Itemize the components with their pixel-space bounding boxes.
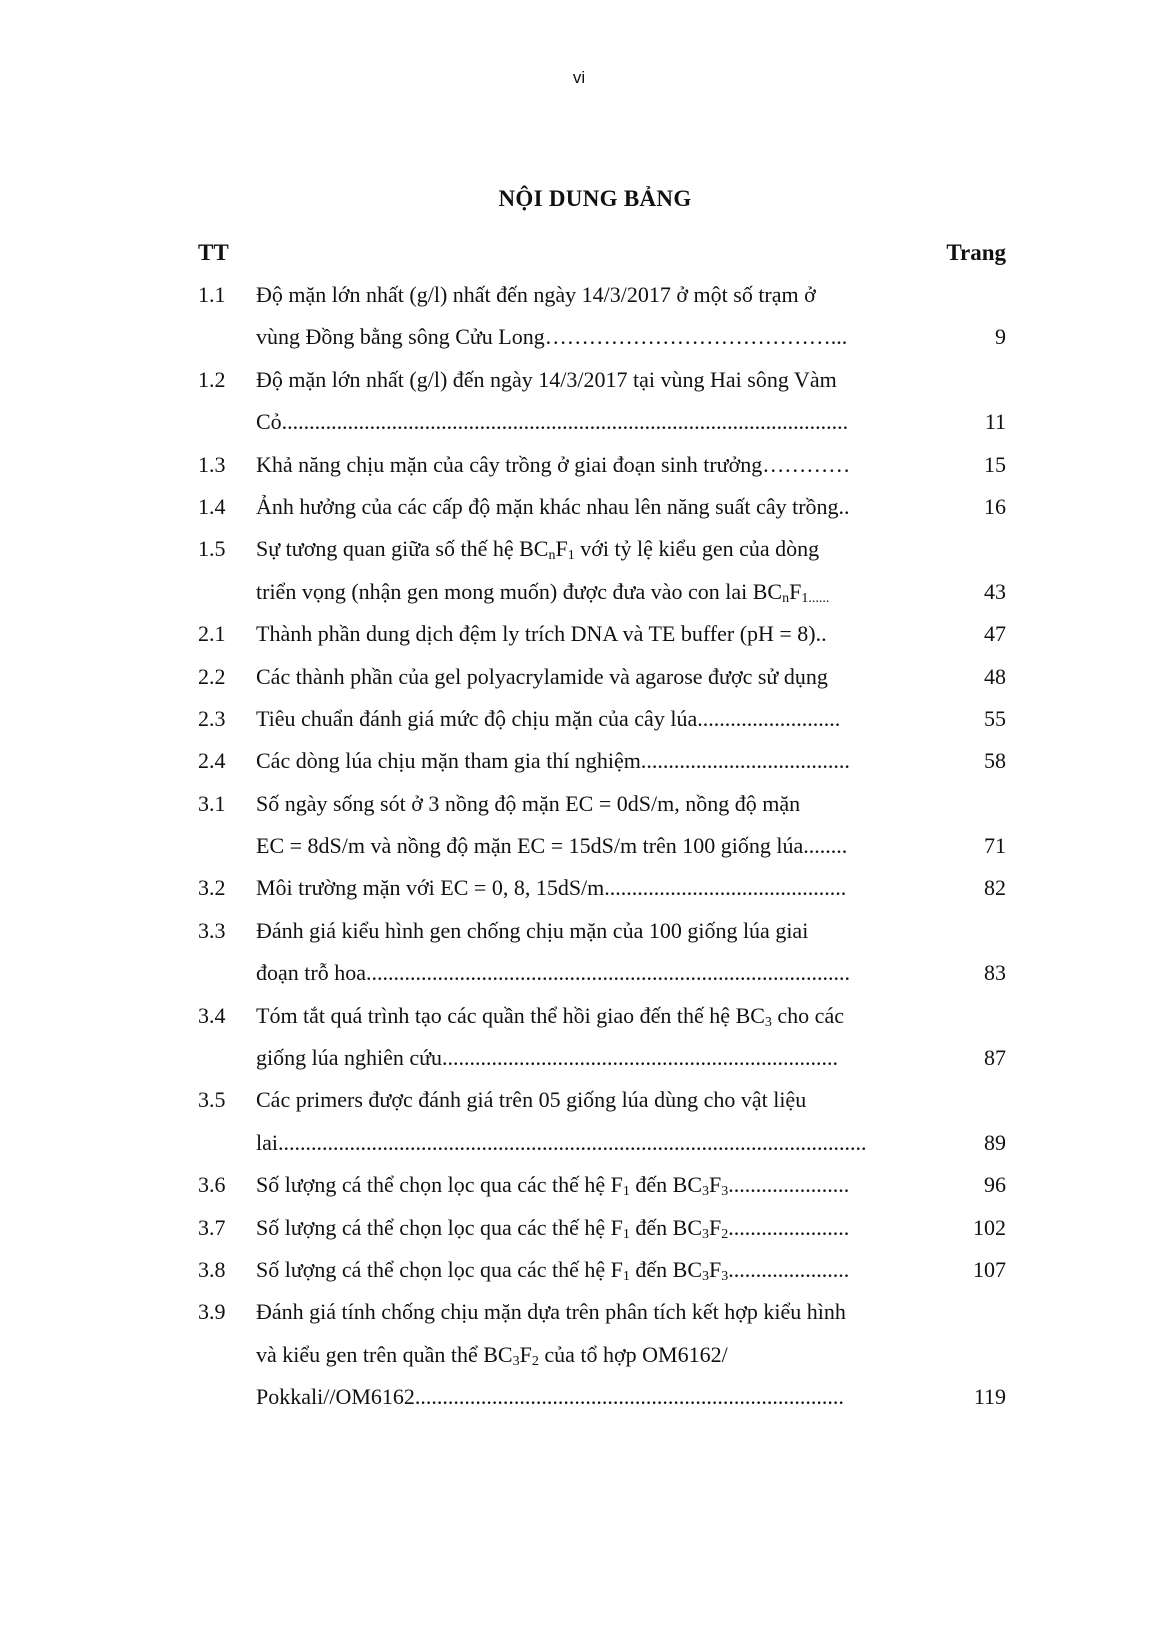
toc-entry bbox=[0, 1079, 1158, 1164]
entry-title: triển vọng (nhận gen mong muốn) được đưa vào con lai $BC_nF_{1......}$ bbox=[256, 578, 830, 606]
column-header-trang: Trang bbox=[946, 240, 1006, 265]
entry-title: lai........................................................................................................... bbox=[256, 1129, 867, 1155]
entry-title: Các primers được đánh giá trên 05 giống lúa dùng cho vật liệu bbox=[256, 1087, 807, 1113]
entry-number: 3.9 bbox=[198, 1299, 226, 1325]
subscript: 3 bbox=[721, 1184, 729, 1200]
entry-page: 82 bbox=[984, 875, 1006, 901]
toc-entry bbox=[0, 910, 1158, 995]
entry-page: 48 bbox=[984, 663, 1006, 689]
entry-number: 3.5 bbox=[198, 1087, 226, 1113]
toc-line bbox=[0, 1037, 1158, 1079]
entry-number: 1.5 bbox=[198, 536, 226, 562]
entry-title: Môi trường mặn với EC = 0, 8, 15dS/m............................................ bbox=[256, 875, 847, 901]
toc-entry bbox=[0, 359, 1158, 444]
entry-title: Số lượng cá thể chọn lọc qua các thế hệ $F_1$ đến $BC_3F_3$...................... bbox=[256, 1256, 850, 1284]
subscript: 1 bbox=[567, 548, 575, 564]
entry-page: 55 bbox=[984, 705, 1006, 731]
entry-title: Pokkali//OM6162.............................................................................. bbox=[256, 1384, 844, 1410]
entry-title: Sự tương quan giữa số thế hệ $BC_nF_1$ với tỷ lệ kiểu gen của dòng bbox=[256, 536, 820, 564]
entry-page: 58 bbox=[984, 748, 1006, 774]
entry-number: 1.1 bbox=[198, 282, 226, 307]
entry-number: 1.2 bbox=[198, 366, 226, 392]
entry-page: 15 bbox=[984, 451, 1006, 477]
entry-number: 2.2 bbox=[198, 663, 226, 689]
entry-page: 119 bbox=[973, 1384, 1006, 1410]
entry-page: 87 bbox=[984, 1045, 1006, 1071]
toc-line bbox=[0, 783, 1158, 825]
toc-entry bbox=[0, 867, 1158, 909]
subscript: 3 bbox=[702, 1268, 710, 1284]
toc-entry bbox=[0, 528, 1158, 613]
entry-number: 3.2 bbox=[198, 875, 226, 901]
entry-title: Cỏ....................................................................................................... bbox=[256, 409, 849, 435]
entry-page: 89 bbox=[984, 1129, 1006, 1155]
entry-title: Độ mặn lớn nhất (g/l) nhất đến ngày 14/3/2017 ở một số trạm ở bbox=[256, 282, 816, 307]
entry-title: Số lượng cá thể chọn lọc qua các thế hệ $F_1$ đến $BC_3F_3$...................... bbox=[256, 1172, 850, 1200]
entry-number: 3.8 bbox=[198, 1256, 226, 1282]
toc-entry bbox=[0, 1291, 1158, 1418]
entry-title: giống lúa nghiên cứu........................................................................ bbox=[256, 1045, 839, 1071]
toc-line bbox=[0, 1164, 1158, 1206]
entry-page: 83 bbox=[984, 960, 1006, 986]
entry-page: 43 bbox=[984, 578, 1006, 604]
toc-line bbox=[0, 274, 1158, 316]
toc-line bbox=[0, 740, 1158, 782]
entry-page: 47 bbox=[984, 621, 1006, 647]
entry-number: 1.4 bbox=[198, 493, 226, 519]
subscript: 1 bbox=[622, 1226, 630, 1242]
toc-line bbox=[0, 571, 1158, 613]
toc-line bbox=[0, 613, 1158, 655]
entry-number: 2.4 bbox=[198, 748, 226, 774]
entry-number: 3.6 bbox=[198, 1172, 226, 1198]
entry-title: Đánh giá kiểu hình gen chống chịu mặn của 100 giống lúa giai bbox=[256, 917, 809, 943]
subscript: n bbox=[548, 548, 556, 564]
subscript: 1 bbox=[622, 1268, 630, 1284]
entry-title: Các thành phần của gel polyacrylamide và agarose được sử dụng bbox=[256, 663, 828, 689]
toc-entry bbox=[0, 995, 1158, 1080]
toc-line bbox=[0, 1122, 1158, 1164]
toc-entry bbox=[0, 698, 1158, 740]
entry-number: 1.3 bbox=[198, 451, 226, 477]
toc-line bbox=[0, 1207, 1158, 1249]
toc-line bbox=[0, 1334, 1158, 1376]
toc-line bbox=[0, 825, 1158, 867]
toc-line bbox=[0, 952, 1158, 994]
toc-entry bbox=[0, 783, 1158, 868]
entry-title: Thành phần dung dịch đệm ly trích DNA và TE buffer (pH = 8).. bbox=[256, 621, 827, 647]
entry-number: 2.1 bbox=[198, 621, 226, 647]
entry-page: 11 bbox=[984, 409, 1006, 435]
toc-line bbox=[0, 995, 1158, 1037]
toc-line bbox=[0, 316, 1158, 358]
entry-title: Số lượng cá thể chọn lọc qua các thế hệ $F_1$ đến $BC_3F_2$...................... bbox=[256, 1214, 850, 1242]
entry-page: 107 bbox=[973, 1256, 1006, 1282]
entry-page: 96 bbox=[984, 1172, 1006, 1198]
entry-title: Đánh giá tính chống chịu mặn dựa trên phân tích kết hợp kiểu hình bbox=[256, 1299, 846, 1325]
subscript: 3 bbox=[512, 1353, 520, 1369]
toc-entry bbox=[0, 740, 1158, 782]
entry-title: Số ngày sống sót ở 3 nồng độ mặn EC = 0dS/m, nồng độ mặn bbox=[256, 790, 801, 816]
subscript: 1...... bbox=[801, 590, 830, 606]
entry-title: Độ mặn lớn nhất (g/l) đến ngày 14/3/2017 tại vùng Hai sông Vàm bbox=[256, 366, 837, 392]
toc-entry bbox=[0, 274, 1158, 359]
column-header-tt: TT bbox=[198, 240, 229, 265]
toc-line bbox=[0, 1079, 1158, 1121]
entry-page: 16 bbox=[984, 493, 1006, 519]
toc-line bbox=[0, 401, 1158, 443]
toc-entry bbox=[0, 1249, 1158, 1291]
entry-title: vùng Đồng bằng sông Cửu Long…………………………………... bbox=[256, 324, 848, 350]
subscript: 2 bbox=[721, 1226, 729, 1242]
entry-page: 71 bbox=[984, 833, 1006, 859]
toc-line bbox=[0, 698, 1158, 740]
entry-number: 3.7 bbox=[198, 1214, 226, 1240]
entry-title: EC = 8dS/m và nồng độ mặn EC = 15dS/m trên 100 giống lúa........ bbox=[256, 833, 848, 859]
toc-entry bbox=[0, 486, 1158, 528]
subscript: 3 bbox=[721, 1268, 729, 1284]
entry-number: 3.1 bbox=[198, 790, 226, 816]
toc-line bbox=[0, 528, 1158, 570]
toc-entry bbox=[0, 656, 1158, 698]
toc-line bbox=[0, 910, 1158, 952]
entry-page: 9 bbox=[995, 324, 1006, 350]
toc-line bbox=[0, 656, 1158, 698]
entry-title: đoạn trỗ hoa........................................................................................ bbox=[256, 960, 850, 986]
entry-title: và kiểu gen trên quần thể $BC_3F_2$ của tổ hợp OM6162/ bbox=[256, 1341, 728, 1369]
toc-line bbox=[0, 1376, 1158, 1418]
toc-entry bbox=[0, 444, 1158, 486]
entry-title: Các dòng lúa chịu mặn tham gia thí nghiệm...................................... bbox=[256, 748, 850, 774]
entry-number: 3.3 bbox=[198, 917, 226, 943]
entry-title: Tiêu chuẩn đánh giá mức độ chịu mặn của cây lúa.......................... bbox=[256, 705, 841, 731]
toc-line bbox=[0, 359, 1158, 401]
page-title: NỘI DUNG BẢNG bbox=[498, 186, 692, 211]
page-number: vi bbox=[572, 68, 586, 87]
entry-page: 102 bbox=[973, 1214, 1006, 1240]
entry-title: Khả năng chịu mặn của cây trồng ở giai đoạn sinh trưởng………… bbox=[256, 451, 851, 477]
entry-number: 3.4 bbox=[198, 1002, 226, 1028]
toc-entry bbox=[0, 613, 1158, 655]
toc-entry bbox=[0, 1164, 1158, 1206]
toc-line bbox=[0, 1249, 1158, 1291]
entry-title: Tóm tắt quá trình tạo các quần thể hồi giao đến thế hệ $BC_3$ cho các bbox=[256, 1002, 844, 1030]
table-of-tables bbox=[0, 274, 1158, 1419]
toc-line bbox=[0, 1291, 1158, 1333]
toc-entry bbox=[0, 1207, 1158, 1249]
toc-line bbox=[0, 444, 1158, 486]
toc-line bbox=[0, 867, 1158, 909]
toc-line bbox=[0, 486, 1158, 528]
subscript: 3 bbox=[702, 1226, 710, 1242]
entry-title: Ảnh hưởng của các cấp độ mặn khác nhau lên năng suất cây trồng.. bbox=[256, 493, 850, 519]
subscript: 2 bbox=[531, 1353, 539, 1369]
subscript: 3 bbox=[702, 1184, 710, 1200]
entry-number: 2.3 bbox=[198, 705, 226, 731]
subscript: 3 bbox=[764, 1014, 772, 1030]
subscript: n bbox=[782, 590, 790, 606]
subscript: 1 bbox=[622, 1184, 630, 1200]
